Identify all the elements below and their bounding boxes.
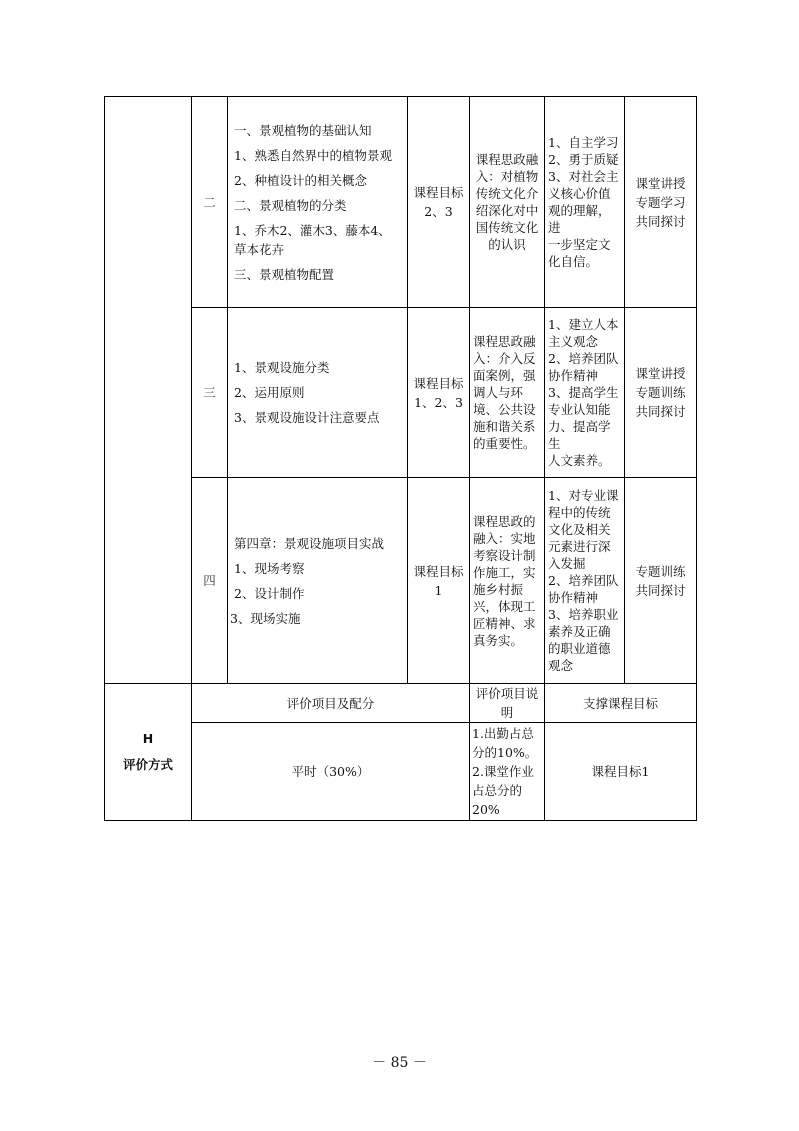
cultivation-line: 元素进行深 (548, 539, 611, 554)
cultivation-goals (545, 478, 625, 684)
section-content (228, 308, 408, 478)
ideology-integration (470, 97, 545, 308)
content-line: 2、种植设计的相关概念 (234, 172, 367, 188)
cultivation-line: 力、提高学生 (548, 419, 611, 451)
content-line: 三、景观植物配置 (234, 266, 335, 282)
method-line: 课堂讲授 (635, 366, 686, 381)
ideology-line: 考察设计制 (473, 547, 536, 563)
cultivation-line: 3、对社会主 (548, 169, 619, 184)
cultivation-line: 1、建立人本 (548, 317, 619, 332)
cultivation-line: 入发掘 (548, 556, 586, 571)
method-line: 课堂讲授 (635, 175, 686, 191)
course-goal (408, 308, 470, 478)
cultivation-line: 协作精神 (548, 368, 599, 383)
eval-item-value: 平时（30%） (192, 723, 470, 821)
teaching-method (625, 97, 697, 308)
content-line: 2、设计制作 (234, 585, 305, 601)
eval-goal-value: 课程目标1 (545, 723, 697, 821)
cultivation-line: 协作精神 (548, 590, 599, 605)
eval-desc-line: 1.出勤占总分的10%。 (472, 726, 538, 760)
content-line: 1、景观设施分类 (234, 360, 330, 375)
cultivation-line: 一步坚定文 (548, 237, 611, 252)
content-line: 1、乔木2、灌木3、藤本4、 (234, 222, 391, 238)
ideology-integration (470, 478, 545, 684)
cultivation-line: 2、培养团队 (548, 573, 619, 588)
goal-label: 课程目标 (413, 375, 464, 391)
goal-value: 2、3 (424, 204, 453, 219)
header-support-goal: 支撑课程目标 (545, 684, 697, 723)
section-number: 三 (192, 308, 228, 478)
cultivation-line: 文化及相关 (548, 522, 611, 537)
cultivation-goals (545, 97, 625, 308)
cultivation-line: 3、提高学生 (548, 385, 619, 400)
cultivation-line: 程中的传统 (548, 505, 611, 520)
content-line: 3、景观设施设计注意要点 (234, 410, 380, 425)
cultivation-line: 主义观念 (548, 334, 599, 349)
ideology-line: 国传统文化 (475, 220, 539, 235)
goal-label: 课程目标 (413, 185, 464, 200)
ideology-line: 作施工，实 (473, 564, 536, 580)
ideology-line: 入：介入反 (473, 351, 536, 366)
ideology-line: 绍深化对中 (475, 203, 539, 218)
cultivation-line: 观念 (548, 658, 574, 673)
ideology-line: 兴，体现工 (473, 598, 536, 614)
table-row-section-2 (105, 97, 697, 308)
evaluation-data-row (105, 723, 697, 821)
evaluation-section-label (105, 684, 192, 821)
table-row-section-3 (105, 308, 697, 478)
cultivation-line: 1、对专业课 (548, 488, 619, 503)
cultivation-line: 2、培养团队 (548, 351, 619, 366)
section-title: 评价方式 (122, 757, 173, 772)
left-blank-cell (105, 97, 192, 684)
cultivation-line: 的职业道德 (548, 641, 611, 656)
content-line: 第四章：景观设施项目实战 (234, 535, 385, 551)
header-eval-desc: 评价项目说明 (470, 684, 545, 723)
course-goal (408, 478, 470, 684)
ideology-line: 调人与环 (473, 385, 524, 400)
ideology-line: 施乡村振 (473, 581, 524, 597)
ideology-line: 面案例，强 (473, 368, 536, 383)
method-line: 专题训练 (635, 563, 686, 579)
ideology-line: 传统文化介 (475, 186, 539, 201)
method-line: 共同探讨 (635, 213, 686, 229)
ideology-line: 入：对植物 (475, 169, 539, 184)
teaching-method (625, 308, 697, 478)
section-number: 二 (192, 97, 228, 308)
method-line: 专题学习 (635, 194, 686, 210)
course-goal (408, 97, 470, 308)
eval-desc-line: 20% (472, 802, 500, 817)
cultivation-line: 专业认知能 (548, 402, 611, 417)
section-number: 四 (192, 478, 228, 684)
content-line: 1、现场考察 (234, 560, 305, 576)
section-code: H (142, 731, 154, 746)
method-line: 共同探讨 (635, 404, 686, 419)
cultivation-line: 观的理解，进 (548, 203, 611, 235)
section-content (228, 97, 408, 308)
ideology-line: 的认识 (488, 237, 526, 252)
evaluation-header-row (105, 684, 697, 723)
teaching-method (625, 478, 697, 684)
ideology-line: 融入：实地 (473, 530, 536, 546)
ideology-line: 境、公共设 (473, 402, 536, 417)
section-content (228, 478, 408, 684)
cultivation-line: 义核心价值 (548, 186, 611, 201)
ideology-integration (470, 308, 545, 478)
cultivation-line: 3、培养职业 (548, 607, 619, 622)
ideology-line: 课程思政的 (473, 513, 536, 529)
content-line: 2、运用原则 (234, 385, 305, 400)
cultivation-line: 化自信。 (548, 254, 599, 269)
content-line: 二、景观植物的分类 (234, 197, 347, 213)
goal-label: 课程目标 (413, 563, 464, 579)
table-row-section-4 (105, 478, 697, 684)
method-line: 共同探讨 (635, 582, 686, 598)
content-line: 草本花卉 (234, 241, 285, 257)
cultivation-goals (545, 308, 625, 478)
ideology-line: 匠精神、求 (473, 615, 536, 631)
goal-value: 1 (434, 582, 443, 598)
syllabus-table (104, 96, 697, 821)
cultivation-line: 1、自主学习 (548, 135, 619, 150)
content-line: 3、现场实施 (230, 610, 301, 626)
eval-desc-line: 2.课堂作业占总分的 (472, 764, 534, 798)
eval-desc-value (470, 723, 545, 821)
ideology-line: 课程思政融 (473, 334, 536, 349)
header-eval-item: 评价项目及配分 (192, 684, 470, 723)
ideology-line: 真务实。 (473, 632, 524, 648)
page-number: － 85 － (372, 1055, 427, 1071)
cultivation-line: 人文素养。 (548, 453, 611, 468)
content-line: 一、景观植物的基础认知 (234, 122, 372, 138)
cultivation-line: 素养及正确 (548, 624, 611, 639)
ideology-line: 的重要性。 (473, 436, 536, 451)
ideology-line: 施和谐关系 (473, 419, 536, 434)
content-line: 1、熟悉自然界中的植物景观 (234, 147, 392, 163)
goal-value: 1、2、3 (414, 394, 463, 410)
method-line: 专题训练 (635, 385, 686, 400)
ideology-line: 课程思政融 (475, 152, 539, 167)
cultivation-line: 2、勇于质疑 (548, 152, 619, 167)
